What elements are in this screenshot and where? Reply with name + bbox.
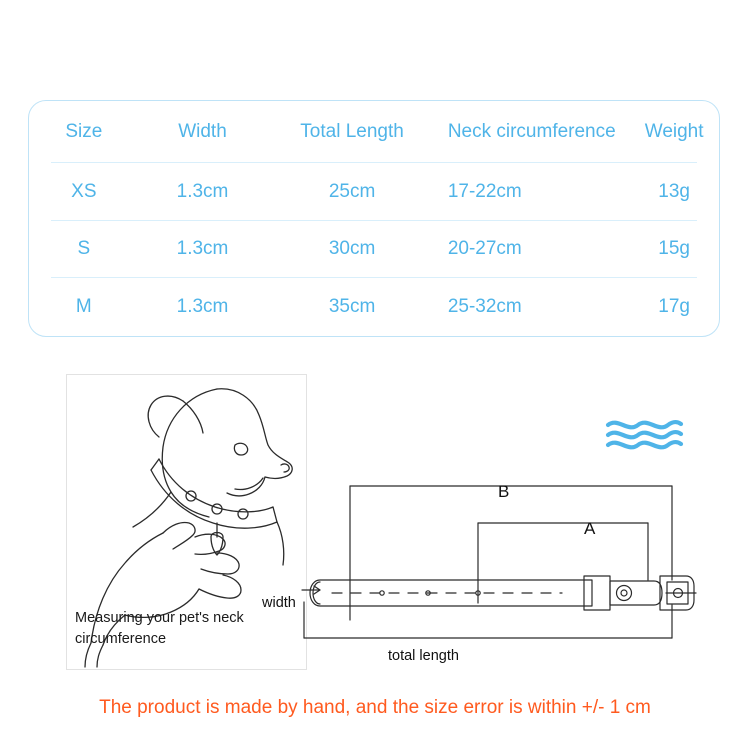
- handmade-size-error-note: The product is made by hand, and the size error is within +/- 1 cm: [99, 697, 651, 718]
- cell-neck: 20-27cm: [447, 238, 522, 260]
- label-a: A: [584, 519, 596, 538]
- cell-weight: 17g: [658, 295, 690, 317]
- cell-width: 1.3cm: [176, 238, 229, 260]
- table-header-row: [29, 101, 719, 163]
- column-header-width: Width: [178, 120, 227, 142]
- cell-neck: 25-32cm: [447, 295, 522, 317]
- collar-dimension-diagram: [262, 420, 732, 675]
- label-total-length: total length: [388, 648, 459, 664]
- column-header-total-length: Total Length: [300, 120, 404, 142]
- cell-size: S: [77, 238, 91, 260]
- column-header-size: Size: [65, 120, 103, 142]
- label-width: width: [262, 595, 296, 611]
- collar-diagram-svg: [262, 420, 732, 675]
- cell-total-length: 35cm: [328, 295, 376, 317]
- measuring-caption: Measuring your pet's neck circumference: [75, 609, 244, 648]
- cell-weight: 13g: [658, 180, 690, 202]
- column-header-weight: Weight: [644, 120, 704, 142]
- table-row: [29, 278, 719, 336]
- cell-weight: 15g: [658, 238, 690, 260]
- column-header-neck-circumference: Neck circumference: [447, 120, 616, 142]
- cell-total-length: 25cm: [328, 180, 376, 202]
- label-b: B: [498, 482, 510, 501]
- size-table: [28, 100, 720, 337]
- cell-size: XS: [71, 180, 97, 202]
- table-row: [29, 163, 719, 221]
- table-row: [29, 221, 719, 279]
- cell-width: 1.3cm: [176, 180, 229, 202]
- cell-neck: 17-22cm: [447, 180, 522, 202]
- cell-width: 1.3cm: [176, 295, 229, 317]
- cell-size: M: [75, 295, 92, 317]
- cell-total-length: 30cm: [328, 238, 376, 260]
